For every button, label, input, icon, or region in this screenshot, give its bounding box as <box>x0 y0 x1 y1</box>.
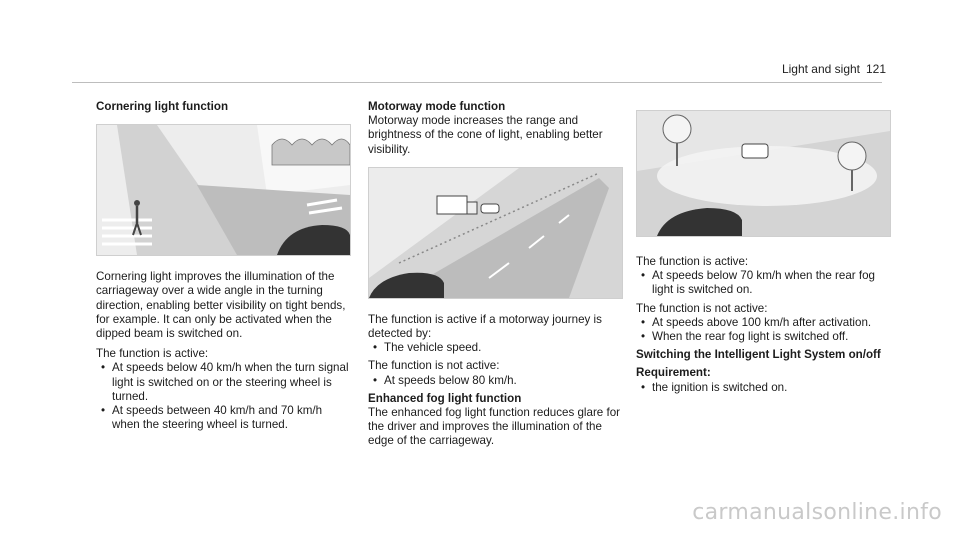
heading-enhanced-fog-light: Enhanced fog light function <box>368 391 522 405</box>
column-fog-light-continued <box>636 110 898 395</box>
motorway-intro: Motorway mode increases the range and brightness of the cone of light, enabling better visibility. <box>368 114 603 156</box>
motorway-inactive-label: The function is not active: <box>368 359 500 373</box>
illustration-cornering-light <box>96 124 351 256</box>
motorway-inactive-list <box>368 374 623 388</box>
cornering-active-label: The function is active: <box>96 347 209 361</box>
list-item: • When the rear fog light is switched off. <box>636 330 898 344</box>
cornering-paragraph: Cornering light improves the illumination of the carriageway over a wide angle in the turning direction, enabling better visibility on tight bends, for example. It can only be activated when the dipped beam is switched on. <box>96 270 346 341</box>
heading-cornering-light: Cornering light function <box>96 100 229 113</box>
requirement-label: Requirement: <box>636 366 711 380</box>
page-number: 121 <box>865 62 886 76</box>
cornering-active-list <box>96 361 351 432</box>
motorway-active-list <box>368 341 623 355</box>
list-item: • At speeds between 40 km/h and 70 km/h when the steering wheel is turned. <box>96 404 351 432</box>
heading-switching-intelligent-light: Switching the Intelligent Light System on/off <box>636 348 881 362</box>
heading-motorway-mode: Motorway mode function <box>368 100 506 113</box>
watermark: carmanualsonline.info <box>692 500 942 525</box>
list-item: • At speeds below 40 km/h when the turn signal light is switched on or the steering wheel is turned. <box>96 361 351 404</box>
requirement-list <box>636 381 898 395</box>
running-header-title: Light and sight <box>781 62 860 76</box>
fog-active-label: The function is active: <box>636 255 749 268</box>
fog-inactive-label: The function is not active: <box>636 301 768 315</box>
fog-light-paragraph: The enhanced fog light function reduces glare for the driver and improves the illumination of the edge of the carriageway. <box>368 406 621 448</box>
column-cornering-light <box>96 100 351 432</box>
illustration-motorway-mode <box>368 167 623 299</box>
list-item: • At speeds above 100 km/h after activation. <box>636 316 898 330</box>
list-item: • The vehicle speed. <box>368 341 623 355</box>
car-figure <box>481 204 499 213</box>
list-item: • the ignition is switched on. <box>636 381 898 395</box>
header-rule <box>72 82 882 83</box>
column-motorway-mode <box>368 100 623 449</box>
fog-inactive-list <box>636 316 898 344</box>
list-item: • At speeds below 80 km/h. <box>368 374 623 388</box>
illustration-fog-light <box>636 110 891 237</box>
car-figure <box>742 144 768 158</box>
list-item: • At speeds below 70 km/h when the rear fog light is switched on. <box>636 269 898 297</box>
fog-active-list <box>636 269 898 297</box>
motorway-active-text: The function is active if a motorway journey is detected by: <box>368 312 602 341</box>
